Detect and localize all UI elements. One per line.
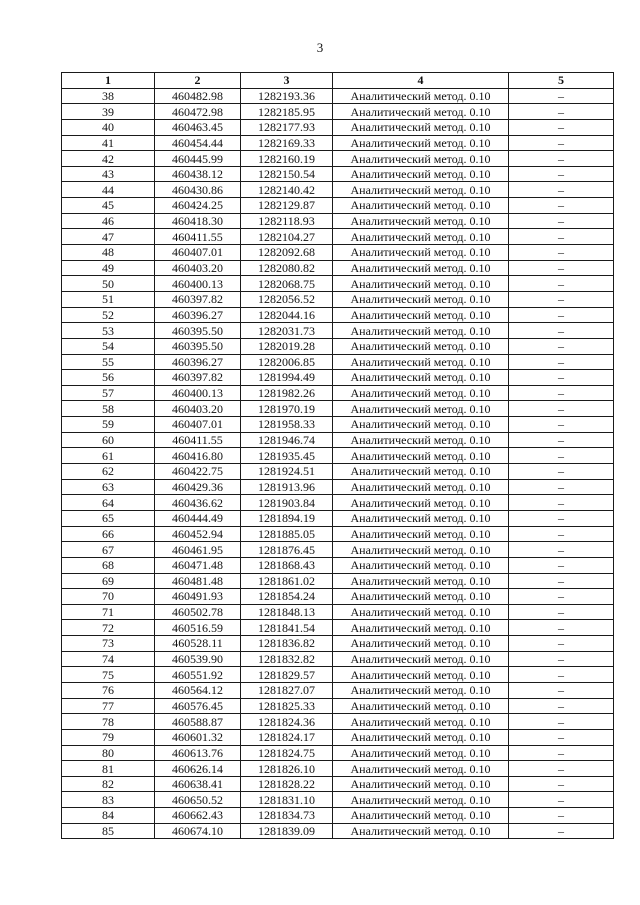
x-coordinate-cell: 460588.87	[155, 714, 241, 730]
method-cell: Аналитический метод. 0.10	[333, 151, 509, 167]
method-cell: Аналитический метод. 0.10	[333, 354, 509, 370]
x-coordinate-cell: 460407.01	[155, 245, 241, 261]
y-coordinate-cell: 1282019.28	[241, 338, 333, 354]
method-cell: Аналитический метод. 0.10	[333, 448, 509, 464]
table-row	[62, 291, 614, 307]
y-coordinate-cell: 1281903.84	[241, 495, 333, 511]
table-row	[62, 589, 614, 605]
method-cell: Аналитический метод. 0.10	[333, 464, 509, 480]
y-coordinate-cell: 1281839.09	[241, 823, 333, 839]
table-row	[62, 432, 614, 448]
x-coordinate-cell: 460551.92	[155, 667, 241, 683]
point-number-cell: 55	[62, 354, 155, 370]
method-cell: Аналитический метод. 0.10	[333, 307, 509, 323]
note-cell: –	[509, 761, 614, 777]
point-number-cell: 83	[62, 792, 155, 808]
note-cell: –	[509, 119, 614, 135]
y-coordinate-cell: 1282044.16	[241, 307, 333, 323]
y-coordinate-cell: 1282056.52	[241, 291, 333, 307]
method-cell: Аналитический метод. 0.10	[333, 542, 509, 558]
table-row	[62, 260, 614, 276]
note-cell: –	[509, 776, 614, 792]
point-number-cell: 72	[62, 620, 155, 636]
point-number-cell: 52	[62, 307, 155, 323]
note-cell: –	[509, 495, 614, 511]
method-cell: Аналитический метод. 0.10	[333, 135, 509, 151]
method-cell: Аналитический метод. 0.10	[333, 682, 509, 698]
y-coordinate-cell: 1282160.19	[241, 151, 333, 167]
y-coordinate-cell: 1281834.73	[241, 808, 333, 824]
y-coordinate-cell: 1281831.10	[241, 792, 333, 808]
x-coordinate-cell: 460403.20	[155, 401, 241, 417]
table-row	[62, 510, 614, 526]
point-number-cell: 38	[62, 88, 155, 104]
method-cell: Аналитический метод. 0.10	[333, 636, 509, 652]
table-row	[62, 464, 614, 480]
y-coordinate-cell: 1282150.54	[241, 166, 333, 182]
method-cell: Аналитический метод. 0.10	[333, 229, 509, 245]
table-row	[62, 698, 614, 714]
point-number-cell: 44	[62, 182, 155, 198]
note-cell: –	[509, 464, 614, 480]
method-cell: Аналитический метод. 0.10	[333, 338, 509, 354]
y-coordinate-cell: 1281824.17	[241, 729, 333, 745]
method-cell: Аналитический метод. 0.10	[333, 808, 509, 824]
note-cell: –	[509, 182, 614, 198]
method-cell: Аналитический метод. 0.10	[333, 291, 509, 307]
table-row	[62, 776, 614, 792]
table-row	[62, 729, 614, 745]
point-number-cell: 62	[62, 464, 155, 480]
x-coordinate-cell: 460452.94	[155, 526, 241, 542]
x-coordinate-cell: 460463.45	[155, 119, 241, 135]
x-coordinate-cell: 460472.98	[155, 104, 241, 120]
x-coordinate-cell: 460626.14	[155, 761, 241, 777]
note-cell: –	[509, 542, 614, 558]
y-coordinate-cell: 1281841.54	[241, 620, 333, 636]
table-row	[62, 88, 614, 104]
x-coordinate-cell: 460436.62	[155, 495, 241, 511]
table-row	[62, 792, 614, 808]
table-body	[62, 88, 614, 839]
method-cell: Аналитический метод. 0.10	[333, 119, 509, 135]
y-coordinate-cell: 1282104.27	[241, 229, 333, 245]
x-coordinate-cell: 460407.01	[155, 417, 241, 433]
y-coordinate-cell: 1282118.93	[241, 213, 333, 229]
method-cell: Аналитический метод. 0.10	[333, 432, 509, 448]
table-row	[62, 151, 614, 167]
header-col-1: 1	[62, 73, 155, 89]
method-cell: Аналитический метод. 0.10	[333, 198, 509, 214]
table-row	[62, 573, 614, 589]
point-number-cell: 69	[62, 573, 155, 589]
y-coordinate-cell: 1281824.75	[241, 745, 333, 761]
table-row	[62, 651, 614, 667]
method-cell: Аналитический метод. 0.10	[333, 213, 509, 229]
y-coordinate-cell: 1281848.13	[241, 604, 333, 620]
y-coordinate-cell: 1281824.36	[241, 714, 333, 730]
y-coordinate-cell: 1281832.82	[241, 651, 333, 667]
x-coordinate-cell: 460601.32	[155, 729, 241, 745]
note-cell: –	[509, 745, 614, 761]
x-coordinate-cell: 460650.52	[155, 792, 241, 808]
y-coordinate-cell: 1282129.87	[241, 198, 333, 214]
note-cell: –	[509, 229, 614, 245]
note-cell: –	[509, 291, 614, 307]
table-row	[62, 479, 614, 495]
method-cell: Аналитический метод. 0.10	[333, 182, 509, 198]
y-coordinate-cell: 1282177.93	[241, 119, 333, 135]
note-cell: –	[509, 432, 614, 448]
y-coordinate-cell: 1282193.36	[241, 88, 333, 104]
note-cell: –	[509, 604, 614, 620]
y-coordinate-cell: 1281885.05	[241, 526, 333, 542]
coordinates-table	[61, 72, 614, 839]
point-number-cell: 61	[62, 448, 155, 464]
point-number-cell: 48	[62, 245, 155, 261]
point-number-cell: 54	[62, 338, 155, 354]
point-number-cell: 57	[62, 385, 155, 401]
y-coordinate-cell: 1282006.85	[241, 354, 333, 370]
note-cell: –	[509, 88, 614, 104]
point-number-cell: 82	[62, 776, 155, 792]
method-cell: Аналитический метод. 0.10	[333, 823, 509, 839]
point-number-cell: 75	[62, 667, 155, 683]
header-col-4: 4	[333, 73, 509, 89]
method-cell: Аналитический метод. 0.10	[333, 526, 509, 542]
page-number: 3	[316, 40, 324, 55]
method-cell: Аналитический метод. 0.10	[333, 651, 509, 667]
table-row	[62, 182, 614, 198]
table-row	[62, 245, 614, 261]
header-col-3: 3	[241, 73, 333, 89]
method-cell: Аналитический метод. 0.10	[333, 604, 509, 620]
method-cell: Аналитический метод. 0.10	[333, 714, 509, 730]
x-coordinate-cell: 460395.50	[155, 323, 241, 339]
method-cell: Аналитический метод. 0.10	[333, 776, 509, 792]
point-number-cell: 50	[62, 276, 155, 292]
table-row	[62, 604, 614, 620]
note-cell: –	[509, 698, 614, 714]
method-cell: Аналитический метод. 0.10	[333, 479, 509, 495]
x-coordinate-cell: 460528.11	[155, 636, 241, 652]
note-cell: –	[509, 213, 614, 229]
note-cell: –	[509, 385, 614, 401]
method-cell: Аналитический метод. 0.10	[333, 573, 509, 589]
method-cell: Аналитический метод. 0.10	[333, 510, 509, 526]
y-coordinate-cell: 1282080.82	[241, 260, 333, 276]
x-coordinate-cell: 460482.98	[155, 88, 241, 104]
x-coordinate-cell: 460454.44	[155, 135, 241, 151]
y-coordinate-cell: 1281876.45	[241, 542, 333, 558]
point-number-cell: 77	[62, 698, 155, 714]
x-coordinate-cell: 460674.10	[155, 823, 241, 839]
y-coordinate-cell: 1282185.95	[241, 104, 333, 120]
point-number-cell: 70	[62, 589, 155, 605]
note-cell: –	[509, 323, 614, 339]
x-coordinate-cell: 460403.20	[155, 260, 241, 276]
x-coordinate-cell: 460662.43	[155, 808, 241, 824]
y-coordinate-cell: 1281924.51	[241, 464, 333, 480]
table-row	[62, 119, 614, 135]
method-cell: Аналитический метод. 0.10	[333, 260, 509, 276]
x-coordinate-cell: 460424.25	[155, 198, 241, 214]
note-cell: –	[509, 823, 614, 839]
y-coordinate-cell: 1281829.57	[241, 667, 333, 683]
table-row	[62, 135, 614, 151]
method-cell: Аналитический метод. 0.10	[333, 276, 509, 292]
note-cell: –	[509, 729, 614, 745]
note-cell: –	[509, 792, 614, 808]
note-cell: –	[509, 338, 614, 354]
table-row	[62, 714, 614, 730]
point-number-cell: 47	[62, 229, 155, 245]
x-coordinate-cell: 460613.76	[155, 745, 241, 761]
x-coordinate-cell: 460564.12	[155, 682, 241, 698]
point-number-cell: 79	[62, 729, 155, 745]
x-coordinate-cell: 460416.80	[155, 448, 241, 464]
table-row	[62, 370, 614, 386]
note-cell: –	[509, 151, 614, 167]
point-number-cell: 85	[62, 823, 155, 839]
method-cell: Аналитический метод. 0.10	[333, 245, 509, 261]
note-cell: –	[509, 620, 614, 636]
point-number-cell: 81	[62, 761, 155, 777]
method-cell: Аналитический метод. 0.10	[333, 104, 509, 120]
note-cell: –	[509, 307, 614, 323]
point-number-cell: 74	[62, 651, 155, 667]
note-cell: –	[509, 354, 614, 370]
note-cell: –	[509, 245, 614, 261]
note-cell: –	[509, 198, 614, 214]
x-coordinate-cell: 460539.90	[155, 651, 241, 667]
table-row	[62, 338, 614, 354]
table-row	[62, 761, 614, 777]
point-number-cell: 40	[62, 119, 155, 135]
y-coordinate-cell: 1282031.73	[241, 323, 333, 339]
note-cell: –	[509, 651, 614, 667]
note-cell: –	[509, 557, 614, 573]
method-cell: Аналитический метод. 0.10	[333, 417, 509, 433]
point-number-cell: 39	[62, 104, 155, 120]
method-cell: Аналитический метод. 0.10	[333, 495, 509, 511]
note-cell: –	[509, 135, 614, 151]
x-coordinate-cell: 460397.82	[155, 370, 241, 386]
point-number-cell: 60	[62, 432, 155, 448]
note-cell: –	[509, 276, 614, 292]
method-cell: Аналитический метод. 0.10	[333, 385, 509, 401]
method-cell: Аналитический метод. 0.10	[333, 761, 509, 777]
note-cell: –	[509, 448, 614, 464]
point-number-cell: 56	[62, 370, 155, 386]
table-row	[62, 417, 614, 433]
y-coordinate-cell: 1282068.75	[241, 276, 333, 292]
note-cell: –	[509, 510, 614, 526]
method-cell: Аналитический метод. 0.10	[333, 166, 509, 182]
table-row	[62, 448, 614, 464]
method-cell: Аналитический метод. 0.10	[333, 323, 509, 339]
point-number-cell: 46	[62, 213, 155, 229]
note-cell: –	[509, 682, 614, 698]
method-cell: Аналитический метод. 0.10	[333, 792, 509, 808]
point-number-cell: 84	[62, 808, 155, 824]
x-coordinate-cell: 460481.48	[155, 573, 241, 589]
point-number-cell: 51	[62, 291, 155, 307]
table-row	[62, 526, 614, 542]
y-coordinate-cell: 1281935.45	[241, 448, 333, 464]
method-cell: Аналитический метод. 0.10	[333, 698, 509, 714]
point-number-cell: 73	[62, 636, 155, 652]
note-cell: –	[509, 479, 614, 495]
method-cell: Аналитический метод. 0.10	[333, 370, 509, 386]
x-coordinate-cell: 460445.99	[155, 151, 241, 167]
y-coordinate-cell: 1281836.82	[241, 636, 333, 652]
x-coordinate-cell: 460516.59	[155, 620, 241, 636]
method-cell: Аналитический метод. 0.10	[333, 88, 509, 104]
method-cell: Аналитический метод. 0.10	[333, 557, 509, 573]
note-cell: –	[509, 417, 614, 433]
table-row	[62, 323, 614, 339]
table-row	[62, 166, 614, 182]
x-coordinate-cell: 460411.55	[155, 229, 241, 245]
y-coordinate-cell: 1281982.26	[241, 385, 333, 401]
note-cell: –	[509, 589, 614, 605]
x-coordinate-cell: 460430.86	[155, 182, 241, 198]
table-row	[62, 745, 614, 761]
table-row	[62, 542, 614, 558]
point-number-cell: 68	[62, 557, 155, 573]
table-row	[62, 354, 614, 370]
method-cell: Аналитический метод. 0.10	[333, 667, 509, 683]
header-row	[62, 73, 614, 89]
note-cell: –	[509, 573, 614, 589]
table-header	[62, 73, 614, 89]
y-coordinate-cell: 1281970.19	[241, 401, 333, 417]
y-coordinate-cell: 1281826.10	[241, 761, 333, 777]
y-coordinate-cell: 1281913.96	[241, 479, 333, 495]
point-number-cell: 76	[62, 682, 155, 698]
point-number-cell: 63	[62, 479, 155, 495]
point-number-cell: 65	[62, 510, 155, 526]
note-cell: –	[509, 526, 614, 542]
table-row	[62, 229, 614, 245]
y-coordinate-cell: 1282092.68	[241, 245, 333, 261]
method-cell: Аналитический метод. 0.10	[333, 745, 509, 761]
x-coordinate-cell: 460396.27	[155, 307, 241, 323]
y-coordinate-cell: 1281828.22	[241, 776, 333, 792]
y-coordinate-cell: 1281994.49	[241, 370, 333, 386]
point-number-cell: 71	[62, 604, 155, 620]
y-coordinate-cell: 1281861.02	[241, 573, 333, 589]
table-row	[62, 104, 614, 120]
x-coordinate-cell: 460396.27	[155, 354, 241, 370]
note-cell: –	[509, 714, 614, 730]
table-row	[62, 823, 614, 839]
method-cell: Аналитический метод. 0.10	[333, 620, 509, 636]
y-coordinate-cell: 1282140.42	[241, 182, 333, 198]
table-row	[62, 307, 614, 323]
y-coordinate-cell: 1281825.33	[241, 698, 333, 714]
note-cell: –	[509, 370, 614, 386]
point-number-cell: 58	[62, 401, 155, 417]
method-cell: Аналитический метод. 0.10	[333, 589, 509, 605]
y-coordinate-cell: 1281946.74	[241, 432, 333, 448]
x-coordinate-cell: 460444.49	[155, 510, 241, 526]
point-number-cell: 42	[62, 151, 155, 167]
table-row	[62, 808, 614, 824]
point-number-cell: 43	[62, 166, 155, 182]
point-number-cell: 49	[62, 260, 155, 276]
note-cell: –	[509, 808, 614, 824]
x-coordinate-cell: 460461.95	[155, 542, 241, 558]
header-col-2: 2	[155, 73, 241, 89]
x-coordinate-cell: 460422.75	[155, 464, 241, 480]
table-row	[62, 213, 614, 229]
y-coordinate-cell: 1282169.33	[241, 135, 333, 151]
x-coordinate-cell: 460397.82	[155, 291, 241, 307]
x-coordinate-cell: 460438.12	[155, 166, 241, 182]
note-cell: –	[509, 636, 614, 652]
table-row	[62, 620, 614, 636]
point-number-cell: 66	[62, 526, 155, 542]
x-coordinate-cell: 460411.55	[155, 432, 241, 448]
table-row	[62, 682, 614, 698]
table-row	[62, 276, 614, 292]
table-row	[62, 557, 614, 573]
method-cell: Аналитический метод. 0.10	[333, 729, 509, 745]
table-row	[62, 198, 614, 214]
point-number-cell: 64	[62, 495, 155, 511]
point-number-cell: 45	[62, 198, 155, 214]
note-cell: –	[509, 166, 614, 182]
x-coordinate-cell: 460491.93	[155, 589, 241, 605]
y-coordinate-cell: 1281854.24	[241, 589, 333, 605]
point-number-cell: 53	[62, 323, 155, 339]
x-coordinate-cell: 460400.13	[155, 385, 241, 401]
x-coordinate-cell: 460400.13	[155, 276, 241, 292]
y-coordinate-cell: 1281868.43	[241, 557, 333, 573]
point-number-cell: 78	[62, 714, 155, 730]
x-coordinate-cell: 460471.48	[155, 557, 241, 573]
note-cell: –	[509, 401, 614, 417]
note-cell: –	[509, 260, 614, 276]
x-coordinate-cell: 460418.30	[155, 213, 241, 229]
x-coordinate-cell: 460576.45	[155, 698, 241, 714]
point-number-cell: 59	[62, 417, 155, 433]
y-coordinate-cell: 1281958.33	[241, 417, 333, 433]
table-row	[62, 495, 614, 511]
y-coordinate-cell: 1281827.07	[241, 682, 333, 698]
table-row	[62, 667, 614, 683]
note-cell: –	[509, 667, 614, 683]
x-coordinate-cell: 460395.50	[155, 338, 241, 354]
table-row	[62, 385, 614, 401]
point-number-cell: 41	[62, 135, 155, 151]
x-coordinate-cell: 460502.78	[155, 604, 241, 620]
point-number-cell: 80	[62, 745, 155, 761]
x-coordinate-cell: 460638.41	[155, 776, 241, 792]
y-coordinate-cell: 1281894.19	[241, 510, 333, 526]
table-row	[62, 636, 614, 652]
x-coordinate-cell: 460429.36	[155, 479, 241, 495]
point-number-cell: 67	[62, 542, 155, 558]
note-cell: –	[509, 104, 614, 120]
header-col-5: 5	[509, 73, 614, 89]
table-row	[62, 401, 614, 417]
method-cell: Аналитический метод. 0.10	[333, 401, 509, 417]
